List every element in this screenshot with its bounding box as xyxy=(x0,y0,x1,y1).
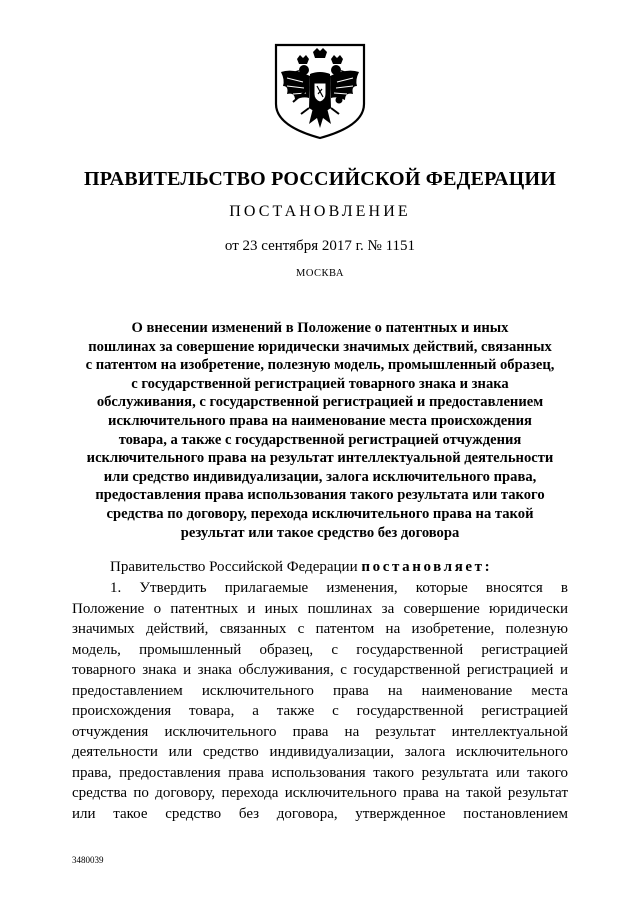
title-line: или средство индивидуализации, залога исключительного права, xyxy=(103,468,537,485)
title-line: О внесении изменений в Положение о патентных и иных xyxy=(131,320,509,336)
body-line: Положение о патентных и иных пошлинах за совершение юридически xyxy=(72,600,568,617)
body-line: товарного знака и знака обслуживания, с государственной регистрацией и xyxy=(72,662,568,678)
body-line: права, предоставления права использования такого результата или такого xyxy=(72,764,568,781)
decree-body xyxy=(72,578,568,824)
city-name: МОСКВА xyxy=(296,268,344,279)
body-line: модель, промышленный образец, с государственной регистрацией xyxy=(72,641,568,658)
document-title xyxy=(72,319,568,542)
government-name: ПРАВИТЕЛЬСТВО РОССИЙСКОЙ ФЕДЕРАЦИИ xyxy=(84,168,556,190)
title-line: обслуживания, с государственной регистрацией и предоставлением xyxy=(96,394,544,411)
body-line: деятельности или средство индивидуализации, залога исключительного xyxy=(72,744,568,760)
title-line: с патентом на изобретение, полезную модель, промышленный образец, xyxy=(85,357,555,374)
body-line: отчуждения исключительного права на результат интеллектуальной xyxy=(72,723,568,740)
date-and-number: от 23 сентября 2017 г. № 1151 xyxy=(224,238,416,254)
title-line: пошлинах за совершение юридически значимых действий, связанных xyxy=(88,338,552,355)
title-line: средства по договору, перехода исключительного права на такой xyxy=(106,505,534,522)
body-line: средства по договору, перехода исключительного права на такой результат xyxy=(72,785,568,801)
title-line: исключительного права на результат интеллектуальной деятельности xyxy=(86,450,554,467)
decree-intro xyxy=(110,559,492,576)
body-line: предоставлением исключительного права на наименование места xyxy=(72,682,568,699)
title-line: исключительного права на наименование места происхождения xyxy=(108,412,532,429)
double-headed-eagle-icon xyxy=(273,42,367,140)
title-line: с государственной регистрацией товарного знака и знака xyxy=(131,375,509,392)
document-number: 3480039 xyxy=(72,855,104,865)
body-line: 1. Утвердить прилагаемые изменения, которые вносятся в xyxy=(110,580,568,596)
title-line: результат или такое средство без договора xyxy=(180,524,460,541)
body-line: значимых действий, связанных с патентом на изобретение, полезную xyxy=(72,621,568,637)
coat-of-arms-emblem xyxy=(273,42,367,140)
title-line: предоставления права использования такого результата или такого xyxy=(95,487,545,504)
body-line: происхождения товара, а также с государственной регистрацией xyxy=(72,703,568,719)
title-line: товара, а также с государственной регистрацией отчуждения xyxy=(118,431,522,448)
document-type: ПОСТАНОВЛЕНИЕ xyxy=(229,203,411,220)
body-line: или такое средство без договора, утвержденное постановлением xyxy=(72,805,568,822)
decree-intro-verb: постановляет: xyxy=(361,559,493,575)
decree-intro-prefix: Правительство Российской Федерации xyxy=(110,559,362,575)
